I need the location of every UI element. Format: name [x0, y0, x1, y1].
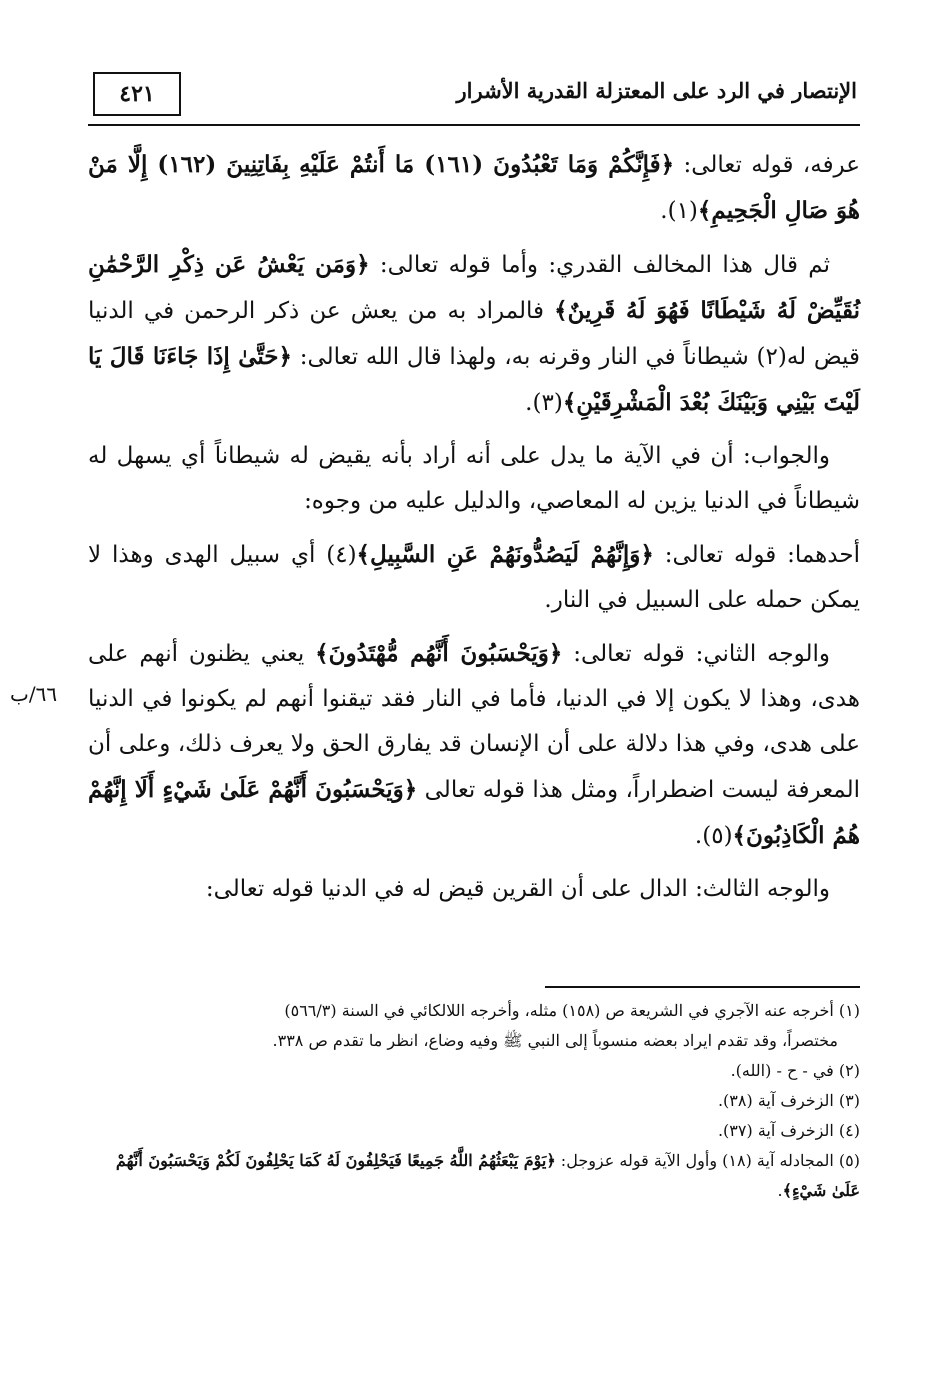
footnote-rule — [545, 986, 860, 988]
footnote-ref: (١). — [660, 198, 698, 224]
manuscript-folio-note: ٦٦/ب — [10, 682, 58, 706]
footnote-4: (٤) الزخرف آية (٣٧). — [717, 1121, 860, 1140]
header-rule — [88, 124, 860, 126]
text-run: (٥) المجادله آية (١٨) وأول الآية قوله عزوجل: — [555, 1151, 860, 1170]
paragraph-1 — [88, 142, 860, 234]
footnote-1-line-2: مختصراً، وقد تقدم ايراد بعضه منسوباً إلى النبي ﷺ وفيه وضاع، انظر ما تقدم ص ٣٣٨. — [272, 1031, 838, 1050]
footnote-ref: (٥). — [694, 823, 733, 849]
paragraph-3 — [88, 434, 860, 524]
text-run: (٤) أي سبيل الهدى وهذا لا يمكن حمله على السبيل في النار. — [88, 542, 860, 613]
footnote-3: (٣) الزخرف آية (٣٨). — [717, 1091, 860, 1110]
quran-verse: ﴿وَيَحْسَبُونَ أَنَّهُمْ عَلَىٰ شَيْءٍ أَلَا إِنَّهُمْ هُمُ الْكَاذِبُونَ﴾ — [88, 776, 860, 849]
text-run: والوجه الثاني: قوله تعالى: — [562, 641, 831, 667]
page-number — [93, 72, 181, 116]
running-title: الإنتصار في الرد على المعتزلة القدرية الأشرار — [456, 78, 857, 103]
footnote-2: (٢) في - ح - (الله). — [730, 1061, 860, 1080]
footnotes — [88, 996, 860, 1206]
text-run: أحدهما: قوله تعالى: — [653, 542, 860, 568]
footnote-1-line-1: (١) أخرجه عنه الآجري في الشريعة ص (١٥٨) مثله، وأخرجه اللالكائي في السنة (٥٦٦/٣) — [284, 1001, 860, 1020]
body-text — [88, 142, 860, 920]
footnote-5 — [88, 1146, 860, 1206]
text-run: عرفه، قوله تعالى: — [674, 152, 860, 178]
page-number-text: ٤٢١ — [119, 81, 155, 107]
quran-verse: ﴿فَإِنَّكُمْ وَمَا تَعْبُدُونَ (١٦١) مَا أَنتُمْ عَلَيْهِ بِفَاتِنِينَ (١٦٢) إِلَّا مَنْ هُوَ صَالِ الْجَحِيمِ﴾ — [88, 151, 860, 224]
footnote-ref: (٣). — [525, 390, 563, 416]
quran-verse: ﴿حَتَّىٰ إِذَا جَاءَنَا قَالَ يَا لَيْتَ بَيْنِي وَبَيْنَكَ بُعْدَ الْمَشْرِقَيْنِ﴾ — [88, 343, 860, 416]
text-run: يعني يظنون أنهم على هدى، وهذا لا يكون إلا في الدنيا، فأما في النار فقد تيقنوا أنهم لم يكونوا في الدنيا على هدى، وفي هذا دلالة على أن الإنسان قد يفارق الحق ولا يعرف ذلك، وعلى أن المعرفة ليست اضطراراً، ومثل هذا قوله تعالى — [88, 641, 860, 803]
quran-verse: ﴿يَوْمَ يَبْعَثُهُمُ اللَّهُ جَمِيعًا فَيَحْلِفُونَ لَهُ كَمَا يَحْلِفُونَ لَكُمْ وَيَحْسَبُونَ أَنَّهُمْ عَلَىٰ شَيْءٍ﴾ — [115, 1151, 860, 1200]
quran-verse: ﴿وَإِنَّهُمْ لَيَصُدُّونَهُمْ عَنِ السَّبِيلِ﴾ — [356, 541, 654, 568]
text-run: والوجه الثالث: الدال على أن القرين قيض له في الدنيا قوله تعالى: — [205, 876, 830, 902]
text-run: . — [777, 1181, 783, 1200]
text-run: والجواب: أن في الآية ما يدل على أنه أراد بأنه يقيض له شيطاناً أي يسهل له شيطاناً في الدنيا يزين له المعاصي، والدليل عليه من وجوه: — [88, 443, 860, 514]
quran-verse: ﴿وَمَن يَعْشُ عَن ذِكْرِ الرَّحْمَٰنِ نُقَيِّضْ لَهُ شَيْطَانًا فَهُوَ لَهُ قَرِينٌ﴾ — [88, 251, 860, 324]
footnote-1 — [88, 996, 860, 1056]
paragraph-4 — [88, 532, 860, 623]
paragraph-6 — [88, 867, 860, 912]
paragraph-5 — [88, 631, 860, 859]
paragraph-2 — [88, 242, 860, 426]
text-run: ثم قال هذا المخالف القدري: وأما قوله تعالى: — [369, 252, 830, 278]
text-run: فالمراد به من يعش عن ذكر الرحمن في الدنيا قيض له(٢) شيطاناً في النار وقرنه به، ولهذا قال الله تعالى: — [88, 298, 860, 370]
quran-verse: ﴿وَيَحْسَبُونَ أَنَّهُم مُّهْتَدُونَ﴾ — [315, 640, 563, 667]
